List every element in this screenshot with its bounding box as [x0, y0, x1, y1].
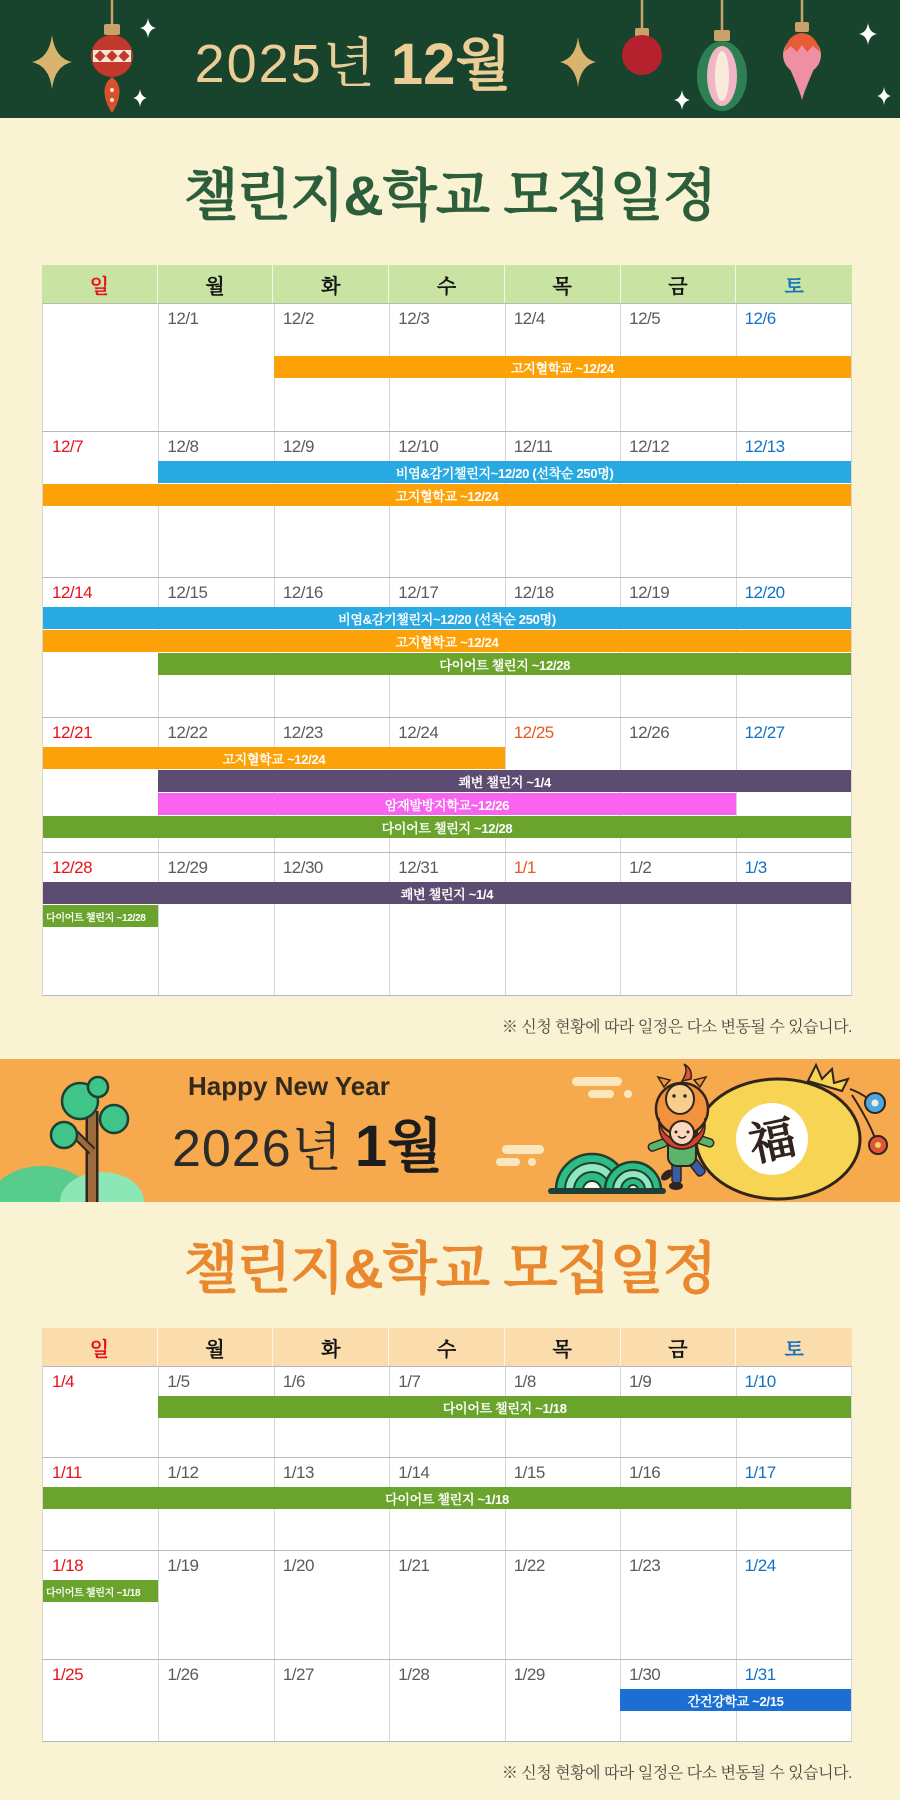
january-calendar	[42, 1328, 852, 1742]
date-12-5: 12/5	[629, 309, 661, 328]
date-1-13: 1/13	[282, 1463, 314, 1482]
week-row	[42, 1659, 852, 1742]
week-row	[42, 431, 852, 577]
date-12-1: 12/1	[167, 309, 199, 328]
day-header-wk: 월	[158, 265, 274, 303]
red-ornament-icon	[91, 0, 133, 113]
day-header-sun: 일	[42, 1328, 158, 1366]
sparkle-icon	[877, 87, 891, 105]
date-1-3: 1/3	[744, 858, 767, 877]
event-lane	[43, 629, 851, 652]
date-1-4: 1/4	[52, 1372, 75, 1391]
day-header-wk: 목	[505, 265, 621, 303]
day-header-wk: 화	[273, 1328, 389, 1366]
day-header-sat: 토	[784, 1338, 804, 1361]
event-bar: 고지혈학교 ~12/24	[43, 630, 851, 652]
date-12-20: 12/20	[744, 583, 785, 602]
week-row	[42, 1550, 852, 1659]
date-empty	[43, 304, 158, 332]
december-banner	[0, 0, 900, 118]
event-lane	[43, 792, 851, 815]
date-12-30: 12/30	[282, 858, 323, 877]
date-row	[43, 304, 851, 332]
date-12-31: 12/31	[398, 858, 439, 877]
cloud-icon	[496, 1077, 632, 1166]
pink-drop-ornament-icon	[783, 0, 821, 101]
date-12-9: 12/9	[282, 437, 314, 456]
week-filler	[43, 506, 851, 577]
date-12-15: 12/15	[167, 583, 208, 602]
date-1-14: 1/14	[398, 1463, 430, 1482]
date-12-3: 12/3	[398, 309, 430, 328]
week-row	[42, 717, 852, 852]
event-lane	[43, 652, 851, 675]
date-1-22: 1/22	[513, 1556, 545, 1575]
event-lane	[43, 881, 851, 904]
date-row	[43, 1551, 851, 1579]
gold-star-icon	[560, 37, 596, 87]
event-lane	[43, 1395, 851, 1418]
event-lane	[43, 332, 851, 355]
date-12-11: 12/11	[513, 437, 553, 456]
date-12-12: 12/12	[629, 437, 670, 456]
date-1-15: 1/15	[513, 1463, 545, 1482]
december-year-label: 2025년	[194, 33, 377, 94]
event-bar: 다이어트 챌린지 ~12/28	[43, 816, 851, 838]
green-ornament-icon	[697, 0, 747, 111]
date-1-26: 1/26	[167, 1665, 199, 1684]
day-header-sun: 일	[42, 265, 158, 303]
date-1-5: 1/5	[167, 1372, 190, 1391]
date-1-25: 1/25	[52, 1665, 84, 1684]
january-note: ※ 신청 현황에 따라 일정은 다소 변동될 수 있습니다.	[501, 1765, 852, 1782]
event-bar: 비염&감기챌린지~12/20 (선착순 250명)	[158, 461, 851, 483]
event-lane	[43, 460, 851, 483]
week-row	[42, 577, 852, 717]
january-banner-title	[172, 1099, 443, 1183]
day-header-wk: 월	[158, 1328, 274, 1366]
pine-tree-icon	[0, 1059, 170, 1202]
date-1-9: 1/9	[629, 1372, 652, 1391]
december-calendar	[42, 265, 852, 996]
date-12-14: 12/14	[52, 583, 93, 602]
week-filler	[43, 927, 851, 995]
week-row	[42, 852, 852, 996]
event-bar: 쾌변 챌린지 ~1/4	[158, 770, 851, 792]
date-1-30: 1/30	[629, 1665, 661, 1684]
date-1-21: 1/21	[398, 1556, 430, 1575]
event-lane	[43, 815, 851, 838]
date-1-18: 1/18	[52, 1556, 84, 1575]
date-1-8: 1/8	[513, 1372, 536, 1391]
event-bar: 암재발방지학교~12/26	[158, 793, 735, 815]
event-bar: 고지혈학교 ~12/24	[43, 747, 505, 769]
rainbow-arch-icon	[548, 1154, 666, 1194]
date-12-29: 12/29	[167, 858, 208, 877]
gold-star-icon	[32, 35, 72, 89]
event-bar: 간건강학교 ~2/15	[620, 1689, 851, 1711]
date-1-27: 1/27	[282, 1665, 314, 1684]
event-lane	[43, 746, 851, 769]
date-1-23: 1/23	[629, 1556, 661, 1575]
week-filler	[43, 1711, 851, 1741]
date-12-6: 12/6	[744, 309, 776, 328]
date-row	[43, 718, 851, 746]
week-row	[42, 1366, 852, 1457]
date-1-2: 1/2	[629, 858, 652, 877]
event-bar: 다이어트 챌린지 ~1/18	[43, 1580, 158, 1602]
january-page-title: 챌린지&학교 모집일정	[184, 1237, 716, 1300]
day-header-wk: 수	[389, 1328, 505, 1366]
date-row	[43, 853, 851, 881]
date-12-26: 12/26	[629, 723, 670, 742]
date-12-24: 12/24	[398, 723, 439, 742]
sparkle-icon	[859, 23, 877, 45]
date-1-17: 1/17	[744, 1463, 776, 1482]
date-12-28: 12/28	[52, 858, 93, 877]
date-1-1: 1/1	[513, 858, 536, 877]
event-bar: 고지혈학교 ~12/24	[43, 484, 851, 506]
date-1-31: 1/31	[744, 1665, 776, 1684]
event-bar: 쾌변 챌린지 ~1/4	[43, 882, 851, 904]
event-lane	[43, 1688, 851, 1711]
happy-new-year-label: Happy New Year	[188, 1071, 390, 1101]
event-bar: 다이어트 챌린지 ~12/28	[43, 905, 158, 927]
date-12-25: 12/25	[513, 723, 554, 742]
date-12-13: 12/13	[744, 437, 785, 456]
week-filler	[43, 1602, 851, 1659]
red-ball-ornament-icon	[622, 0, 662, 75]
week-filler	[43, 675, 851, 717]
event-lane	[43, 1486, 851, 1509]
date-1-16: 1/16	[629, 1463, 661, 1482]
date-1-29: 1/29	[513, 1665, 545, 1684]
january-month-label: 1월	[354, 1114, 444, 1179]
date-12-2: 12/2	[282, 309, 314, 328]
day-header-row	[42, 265, 852, 303]
sparkle-icon	[133, 89, 147, 107]
week-filler	[43, 1509, 851, 1550]
date-12-18: 12/18	[513, 583, 554, 602]
day-header-sat: 토	[784, 275, 804, 298]
december-banner-title	[168, 0, 538, 118]
event-bar: 다이어트 챌린지 ~12/28	[158, 653, 851, 675]
day-header-wk: 목	[505, 1328, 621, 1366]
date-1-6: 1/6	[282, 1372, 305, 1391]
day-header-wk: 화	[273, 265, 389, 303]
date-12-21: 12/21	[52, 723, 93, 742]
fortune-character: 福	[744, 1110, 801, 1172]
sparkle-icon	[674, 90, 690, 110]
date-1-10: 1/10	[744, 1372, 776, 1391]
day-header-wk: 금	[621, 1328, 737, 1366]
event-lane	[43, 355, 851, 378]
date-12-22: 12/22	[167, 723, 208, 742]
date-12-4: 12/4	[513, 309, 545, 328]
date-12-23: 12/23	[282, 723, 323, 742]
date-1-11: 1/11	[52, 1463, 82, 1482]
sparkle-icon	[140, 18, 156, 38]
january-banner	[0, 1059, 900, 1202]
week-row	[42, 1457, 852, 1550]
date-12-7: 12/7	[52, 437, 84, 456]
week-filler	[43, 378, 851, 431]
date-row	[43, 1458, 851, 1486]
event-lane	[43, 1579, 851, 1602]
date-1-20: 1/20	[282, 1556, 314, 1575]
event-bar: 다이어트 챌린지 ~1/18	[43, 1487, 851, 1509]
date-12-8: 12/8	[167, 437, 199, 456]
day-header-wk: 수	[389, 265, 505, 303]
date-row	[43, 578, 851, 606]
december-page-title: 챌린지&학교 모집일정	[184, 163, 716, 227]
new-year-character-icon	[647, 1064, 715, 1190]
week-row	[42, 303, 852, 431]
week-filler	[43, 838, 851, 852]
date-row	[43, 1367, 851, 1395]
date-12-19: 12/19	[629, 583, 670, 602]
date-12-16: 12/16	[282, 583, 323, 602]
date-1-12: 1/12	[167, 1463, 199, 1482]
date-1-7: 1/7	[398, 1372, 421, 1391]
day-header-wk: 금	[621, 265, 737, 303]
december-note: ※ 신청 현황에 따라 일정은 다소 변동될 수 있습니다.	[501, 1019, 852, 1036]
event-lane	[43, 904, 851, 927]
christmas-ornament-right-icon	[550, 0, 900, 118]
event-lane	[43, 769, 851, 792]
event-bar: 비염&감기챌린지~12/20 (선착순 250명)	[43, 607, 851, 629]
event-bar: 다이어트 챌린지 ~1/18	[158, 1396, 851, 1418]
day-header-row	[42, 1328, 852, 1366]
date-12-17: 12/17	[398, 583, 439, 602]
date-row	[43, 1660, 851, 1688]
event-lane	[43, 606, 851, 629]
date-12-27: 12/27	[744, 723, 785, 742]
december-month-label: 12월	[390, 32, 512, 97]
date-1-19: 1/19	[167, 1556, 199, 1575]
new-year-decoration-icon	[420, 1059, 900, 1202]
date-1-28: 1/28	[398, 1665, 430, 1684]
date-12-10: 12/10	[398, 437, 439, 456]
event-lane	[43, 483, 851, 506]
date-1-24: 1/24	[744, 1556, 776, 1575]
january-year-label: 2026년	[172, 1120, 343, 1178]
lucky-pouch-icon	[696, 1065, 887, 1199]
date-row	[43, 432, 851, 460]
week-filler	[43, 1418, 851, 1457]
event-bar: 고지혈학교 ~12/24	[274, 356, 851, 378]
